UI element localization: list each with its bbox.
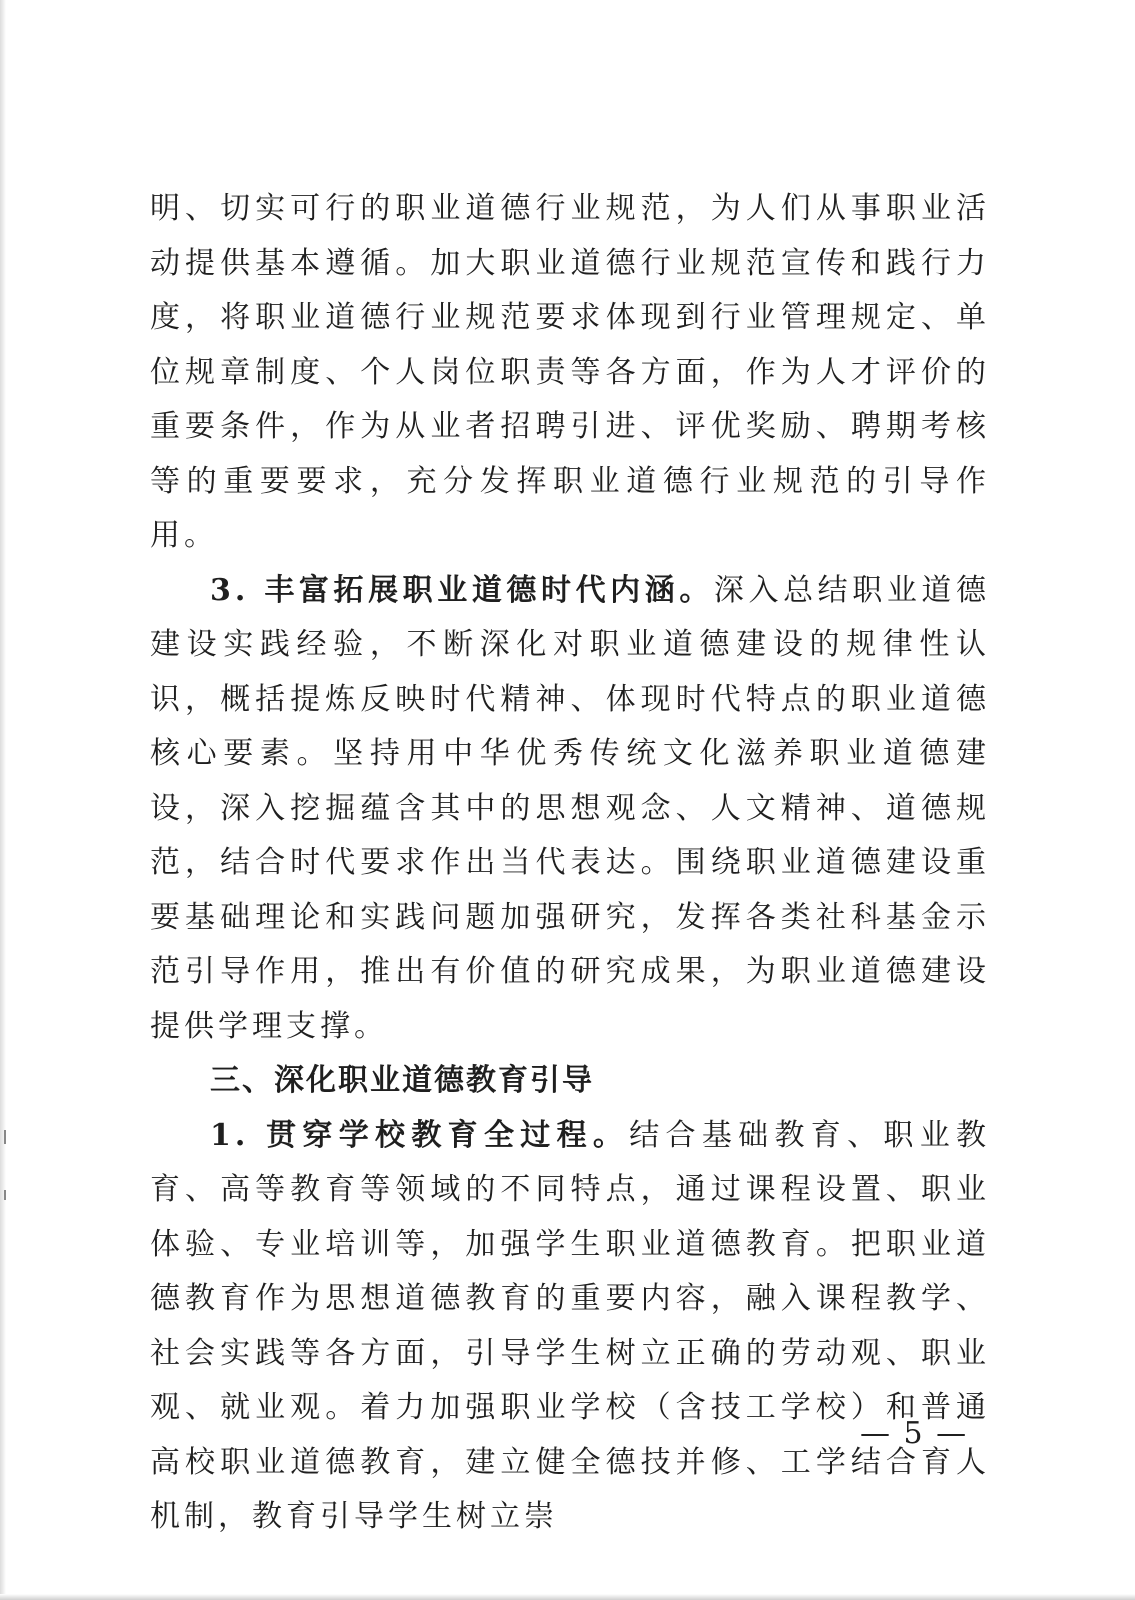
- section-heading: 三、深化职业道德教育引导: [210, 1063, 594, 1098]
- scan-edge-bottom: [0, 1594, 1135, 1600]
- page-number: — 5 —: [860, 1416, 969, 1451]
- paragraph-continued: [150, 182, 990, 564]
- paragraph-item-1: [150, 1109, 990, 1545]
- margin-mark: [4, 1190, 6, 1200]
- paragraph-lead: 3. 丰富拓展职业道德时代内涵。: [210, 572, 714, 608]
- paragraph-text: 深入总结职业道德建设实践经验，不断深化对职业道德建设的规律性认识，概括提炼反映时代精神、体现时代特点的职业道德核心要素。坚持用中华优秀传统文化滋养职业道德建设，深入挖掘蕴含其中的思想观念、人文精神、道德规范，结合时代要求作出当代表达。围绕职业道德建设重要基础理论和实践问题加强研究，发挥各类社科基金示范引导作用，推出有价值的研究成果，为职业道德建设提供学理支撑。: [150, 572, 990, 1044]
- margin-mark: [4, 1130, 6, 1144]
- document-page: [150, 182, 990, 1545]
- paragraph-text: 明、切实可行的职业道德行业规范，为人们从事职业活动提供基本遵循。加大职业道德行业规范宣传和践行力度，将职业道德行业规范要求体现到行业管理规定、单位规章制度、个人岗位职责等各方面，作为人才评价的重要条件，作为从业者招聘引进、评优奖励、聘期考核等的重要要求，充分发挥职业道德行业规范的引导作用。: [150, 191, 990, 553]
- scan-edge-left: [0, 0, 6, 1600]
- paragraph-item-3: [150, 564, 990, 1055]
- paragraph-text: 结合基础教育、职业教育、高等教育等领域的不同特点，通过课程设置、职业体验、专业培训等，加强学生职业道德教育。把职业道德教育作为思想道德教育的重要内容，融入课程教学、社会实践等各方面，引导学生树立正确的劳动观、职业观、就业观。着力加强职业学校（含技工学校）和普通高校职业道德教育，建立健全德技并修、工学结合育人机制，教育引导学生树立崇: [150, 1117, 991, 1534]
- paragraph-lead: 1. 贯穿学校教育全过程。: [210, 1117, 630, 1153]
